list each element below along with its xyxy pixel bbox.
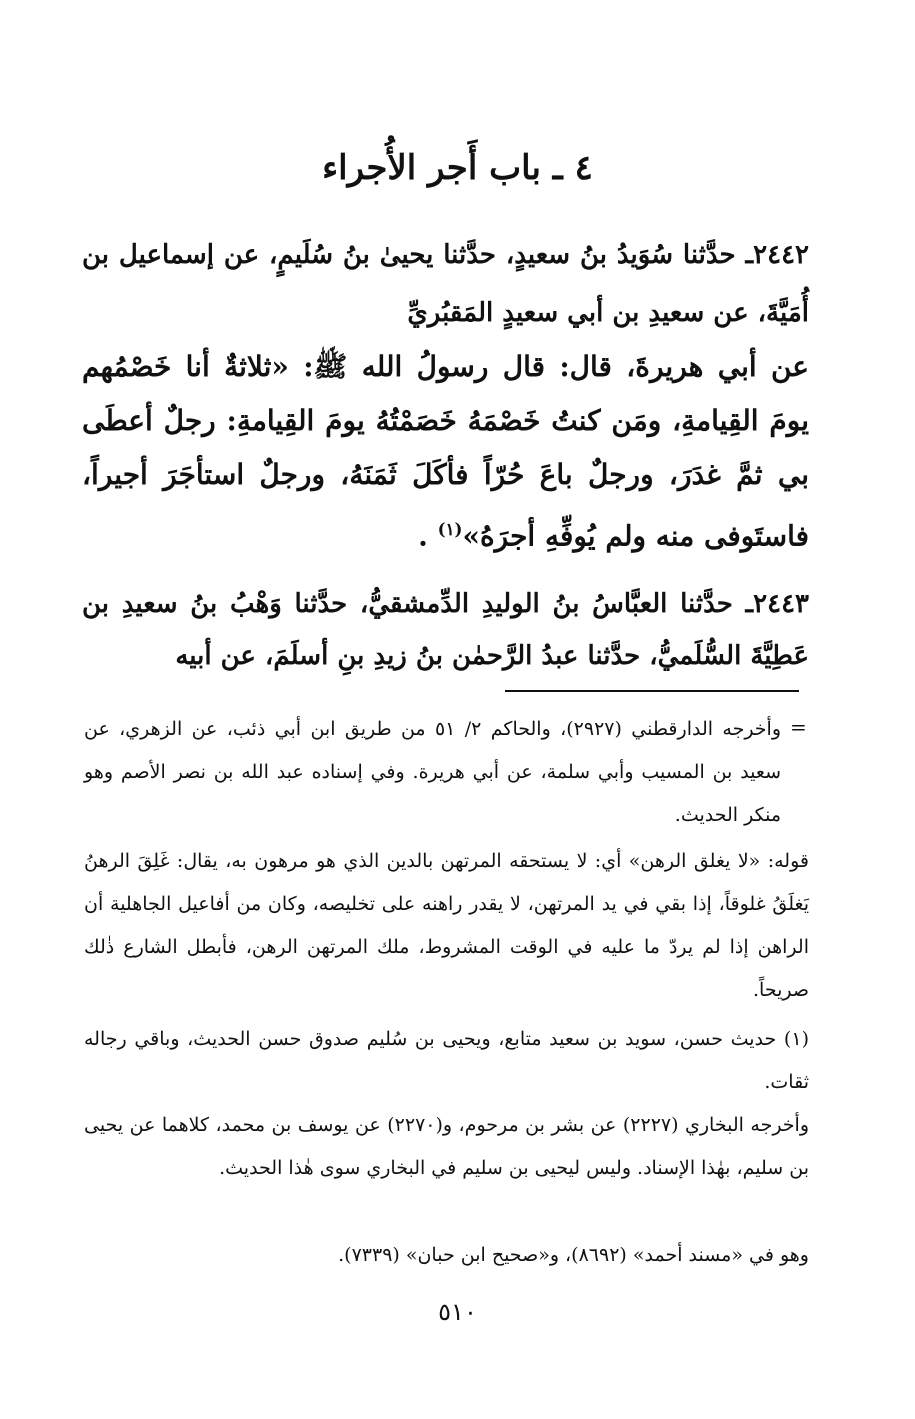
footnote-ref-1[interactable]: (١) xyxy=(437,519,463,539)
footnote-1: (١) حديث حسن، سويد بن سعيد متابع، ويحيى بن سُليم صدوق حسن الحديث، وباقي رجاله ثقات. xyxy=(84,1028,809,1093)
page-number: ٥١٠ xyxy=(438,1298,477,1326)
hadith-2443-isnad: ٢٤٤٣ـ حدَّثنا العبَّاسُ بنُ الوليدِ الدِّمشقيُّ، حدَّثنا وَهْبُ بنُ سعيدِ بن عَطِيَّةَ السُّلَميُّ، حدَّثنا عبدُ الرَّحمٰن بنُ زيدِ بنِ أسلَمَ، عن أبيه xyxy=(82,589,809,671)
footnote-divider xyxy=(505,690,799,692)
footnote-previous-explanation: قوله: «لا يغلق الرهن» أي: لا يستحقه المرتهن بالدين الذي هو مرهون به، يقال: غَلِقَ الرهنُ يَغلَقُ غلوقاً، إذا بقي في يد المرتهن، لا يقدر راهنه على تخليصه، وكان من أفاعيل الجاهلية أن الراهن إذا لم يردّ ما عليه في الوقت المشروط، ملك المرتهن الرهن، فأبطل الشارع ذٰلك صريحاً. xyxy=(84,850,809,1001)
hadith-2442-isnad: ٢٤٤٢ـ حدَّثنا سُوَيدُ بنُ سعيدٍ، حدَّثنا يحيىٰ بنُ سُلَيمٍ، عن إسماعيل بن أُمَيَّةَ، عن سعيدِ بن أبي سعيدٍ المَقبُريِّ xyxy=(82,240,809,328)
footnote-continuation-mark: = xyxy=(790,715,807,739)
footnote-previous-continued: وأخرجه الدارقطني (٢٩٢٧)، والحاكم ٢/ ٥١ من طريق ابن أبي ذئب، عن الزهري، عن سعيد بن المسيب وأبي سلمة، عن أبي هريرة. وفي إسناده عبد الله بن نصر الأصم وهو منكر الحديث. xyxy=(84,718,781,826)
hadith-2442-matn xyxy=(82,340,809,563)
footnote-1-references: وهو في «مسند أحمد» (٨٦٩٢)، و«صحيح ابن حبان» (٧٣٣٩). xyxy=(338,1244,809,1266)
hadith-2442-text: عن أبي هريرةَ، قال: قال رسولُ الله ﷺ: «ثلاثةٌ أنا خَصْمُهم يومَ القِيامةِ، ومَن كنتُ خَصْمَهُ خَصَمْتُهُ يومَ القِيامةِ: رجلٌ أعطَى بي ثمَّ غدَرَ، ورجلٌ باعَ حُرّاً فأكَلَ ثَمَنَهُ، ورجلٌ استأجَرَ أجيراً، فاستَوفى منه ولم يُوفِّهِ أجرَهُ» xyxy=(82,350,809,553)
hadith-2442-end: . xyxy=(418,519,438,553)
footnote-1-bukhari: وأخرجه البخاري (٢٢٢٧) عن بشر بن مرحوم، و(٢٢٧٠) عن يوسف بن محمد، كلاهما عن يحيى بن سليم، بهٰذا الإسناد. وليس ليحيى بن سليم في البخاري سوى هٰذا الحديث. xyxy=(84,1114,809,1179)
chapter-heading: ٤ ـ باب أَجر الأُجراء xyxy=(322,148,593,188)
